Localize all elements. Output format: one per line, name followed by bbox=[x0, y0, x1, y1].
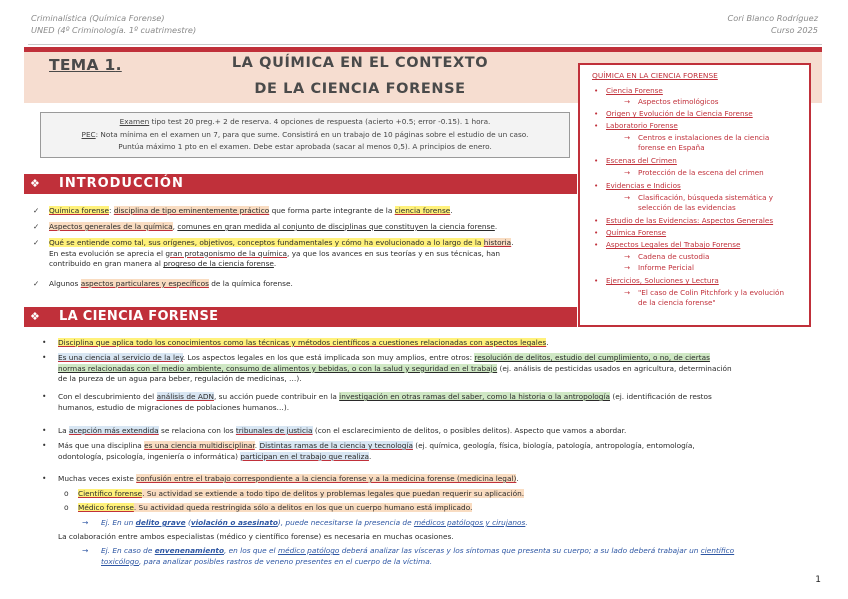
arrow-icon: → bbox=[82, 518, 89, 527]
diamond-icon: ❖ bbox=[30, 177, 40, 190]
exam-info-box bbox=[40, 112, 570, 158]
bullet-icon: • bbox=[594, 156, 599, 165]
toc-item[interactable]: Ejercicios, Soluciones y Lectura bbox=[606, 276, 719, 285]
toc-item[interactable]: Estudio de las Evidencias: Aspectos Generales bbox=[606, 216, 774, 225]
section-title: INTRODUCCIÓN bbox=[59, 176, 184, 191]
bullet-icon: • bbox=[42, 441, 47, 450]
check-icon: ✓ bbox=[33, 238, 40, 247]
toc-item[interactable]: Laboratorio Forense bbox=[606, 121, 678, 130]
course-year: Curso 2025 bbox=[771, 25, 818, 35]
forense-item-3: Con el descubrimiento del análisis de ADN, su acción puede contribuir en la investigación en otras ramas del saber, como la historia o la antropología (ej. identificación de restos humanos, estudio de migraciones de poblaciones humanos…). bbox=[58, 392, 712, 412]
forense-item-6: Muchas veces existe confusión entre el trabajo correspondiente a la ciencia forense y a la medicina forense (medicina legal). bbox=[58, 474, 519, 483]
toc-item[interactable]: Química Forense bbox=[606, 228, 667, 237]
sub-bullet-icon: o bbox=[64, 503, 69, 512]
intro-item-3: Qué se entiende como tal, sus orígenes, objetivos, conceptos fundamentales y cómo ha evolucionado a lo largo de la historia. En esta evolución se aprecia el gran protagonismo de la química, ya que los avances en sus teorías y en sus técnicas, han contribuido en gran manera al progreso de la ciencia forense. bbox=[49, 238, 514, 269]
collaboration-note: La colaboración entre ambos especialistas (médico y científico forense) es necesaria en muchas ocasiones. bbox=[58, 532, 454, 541]
section-header-introduccion bbox=[24, 174, 577, 194]
toc-subitem[interactable]: Protección de la escena del crimen bbox=[638, 168, 764, 177]
author-header bbox=[728, 12, 818, 36]
toc-subitem[interactable]: Informe Pericial bbox=[638, 263, 694, 272]
course-name: Criminalística (Química Forense) bbox=[31, 13, 165, 23]
page-title-line1: LA QUÍMICA EN EL CONTEXTO bbox=[231, 55, 489, 71]
section-title: LA CIENCIA FORENSE bbox=[59, 309, 219, 324]
check-icon: ✓ bbox=[33, 279, 40, 288]
forense-subitem-2: Médico forense. Su actividad queda restringida sólo a delitos en los que un cuerpo humano está implicado. bbox=[78, 503, 473, 512]
toc-title[interactable]: QUÍMICA EN LA CIENCIA FORENSE bbox=[592, 71, 718, 80]
toc-subitem-cont: selección de las evidencias bbox=[638, 203, 736, 212]
toc-subitem[interactable]: Clasificación, búsqueda sistemática y bbox=[638, 193, 774, 202]
tema-label: TEMA 1. bbox=[49, 56, 122, 74]
page-number: 1 bbox=[815, 575, 821, 585]
course-institution: UNED (4º Criminología. 1º cuatrimestre) bbox=[31, 25, 197, 35]
bullet-icon: • bbox=[42, 474, 47, 483]
toc-subitem[interactable]: Cadena de custodia bbox=[638, 252, 710, 261]
toc-subitem[interactable]: Aspectos etimológicos bbox=[638, 97, 719, 106]
toc-subitem[interactable]: "El caso de Colin Pitchfork y la evolución bbox=[638, 288, 785, 297]
bullet-icon: • bbox=[594, 240, 599, 249]
bullet-icon: • bbox=[42, 338, 47, 347]
bullet-icon: • bbox=[594, 276, 599, 285]
author-name: Cori Blanco Rodríguez bbox=[727, 13, 818, 23]
bullet-icon: • bbox=[594, 109, 599, 118]
exam-line-3: Puntúa máximo 1 pto en el examen. Debe estar aprobada (sacar al menos 0,5). A principios de enero. bbox=[118, 142, 492, 151]
diamond-icon: ❖ bbox=[30, 310, 40, 323]
arrow-icon: → bbox=[624, 288, 631, 297]
toc-item[interactable]: Evidencias e Indicios bbox=[606, 181, 681, 190]
bullet-icon: • bbox=[594, 228, 599, 237]
table-of-contents bbox=[578, 63, 811, 327]
arrow-icon: → bbox=[624, 133, 631, 142]
forense-example-1: Ej. En un delito grave (violación o asesinato), puede necesitarse la presencia de médicos patólogos y cirujanos. bbox=[101, 518, 528, 527]
course-header bbox=[31, 12, 196, 36]
check-icon: ✓ bbox=[33, 206, 40, 215]
bullet-icon: • bbox=[594, 181, 599, 190]
forense-item-2: Es una ciencia al servicio de la ley. Los aspectos legales en los que está implicada son muy amplios, entre otros: resolución de delitos, estudio del cumplimiento, o no, de ciertas normas relacionadas con el medio ambiente, consumo de alimentos y bebidas, o con la salud y seguridad en el trabajo (ej. análisis de pesticidas usados en agricultura, determinación de la pureza de un agua para beber, regulación de medicinas, …). bbox=[58, 353, 732, 384]
bullet-icon: • bbox=[42, 353, 47, 362]
toc-subitem-cont: de la ciencia forense" bbox=[638, 298, 716, 307]
toc-subitem[interactable]: Centros e instalaciones de la ciencia bbox=[638, 133, 770, 142]
header-divider bbox=[28, 44, 822, 45]
bullet-icon: • bbox=[594, 216, 599, 225]
toc-item[interactable]: Ciencia Forense bbox=[606, 86, 663, 95]
intro-item-4: Algunos aspectos particulares y específicos de la química forense. bbox=[49, 279, 293, 288]
toc-item[interactable]: Escenas del Crimen bbox=[606, 156, 677, 165]
intro-item-2: Aspectos generales de la química, comunes en gran medida al conjunto de disciplinas que constituyen la ciencia forense. bbox=[49, 222, 498, 231]
arrow-icon: → bbox=[624, 97, 631, 106]
sub-bullet-icon: o bbox=[64, 489, 69, 498]
exam-line-2: PEC: Nota mínima en el examen un 7, para que sume. Consistirá en un trabajo de 10 páginas sobre el estudio de un caso. bbox=[81, 129, 529, 139]
exam-line-1: Examen tipo test 20 preg.+ 2 de reserva. 4 opciones de respuesta (acierto +0.5; error -0.15). 1 hora. bbox=[119, 117, 491, 126]
intro-item-1: Química forense: disciplina de tipo eminentemente práctico que forma parte integrante de la ciencia forense. bbox=[49, 206, 453, 215]
arrow-icon: → bbox=[624, 263, 631, 272]
forense-item-5: Más que una disciplina es una ciencia multidisciplinar. Distintas ramas de la ciencia y tecnología (ej. química, geología, física, biología, patología, antropología, entomología, odontología, psicología, ingeniería o informática) participan en el trabajo que realiza. bbox=[58, 441, 695, 461]
forense-subitem-1: Científico forense. Su actividad se extiende a todo tipo de delitos y problemas legales que puedan requerir su aplicación. bbox=[78, 489, 525, 498]
bullet-icon: • bbox=[594, 86, 599, 95]
forense-example-2: Ej. En caso de envenenamiento, en los que el médico patólogo deberá analizar las vísceras y los síntomas que presenta su cuerpo; a su lado deberá trabajar un científico toxicólogo, para analizar posibles rastros de veneno presentes en el cuerpo de la víctima. bbox=[101, 546, 735, 566]
toc-item[interactable]: Origen y Evolución de la Ciencia Forense bbox=[606, 109, 753, 118]
forense-item-1: Disciplina que aplica todo los conocimientos como las técnicas y métodos científicos a cuestiones relacionadas con aspectos legales. bbox=[58, 338, 549, 347]
arrow-icon: → bbox=[624, 252, 631, 261]
bullet-icon: • bbox=[42, 392, 47, 401]
arrow-icon: → bbox=[82, 546, 89, 555]
toc-subitem-cont: forense en España bbox=[638, 143, 705, 152]
page-title-line2: DE LA CIENCIA FORENSE bbox=[254, 81, 466, 97]
check-icon: ✓ bbox=[33, 222, 40, 231]
bullet-icon: • bbox=[42, 426, 47, 435]
toc-item[interactable]: Aspectos Legales del Trabajo Forense bbox=[606, 240, 741, 249]
arrow-icon: → bbox=[624, 193, 631, 202]
forense-item-4: La acepción más extendida se relaciona con los tribunales de justicia (con el esclarecimiento de delitos, o posibles delitos). Aspecto que vamos a abordar. bbox=[58, 426, 627, 435]
arrow-icon: → bbox=[624, 168, 631, 177]
section-header-ciencia-forense bbox=[24, 307, 577, 327]
bullet-icon: • bbox=[594, 121, 599, 130]
